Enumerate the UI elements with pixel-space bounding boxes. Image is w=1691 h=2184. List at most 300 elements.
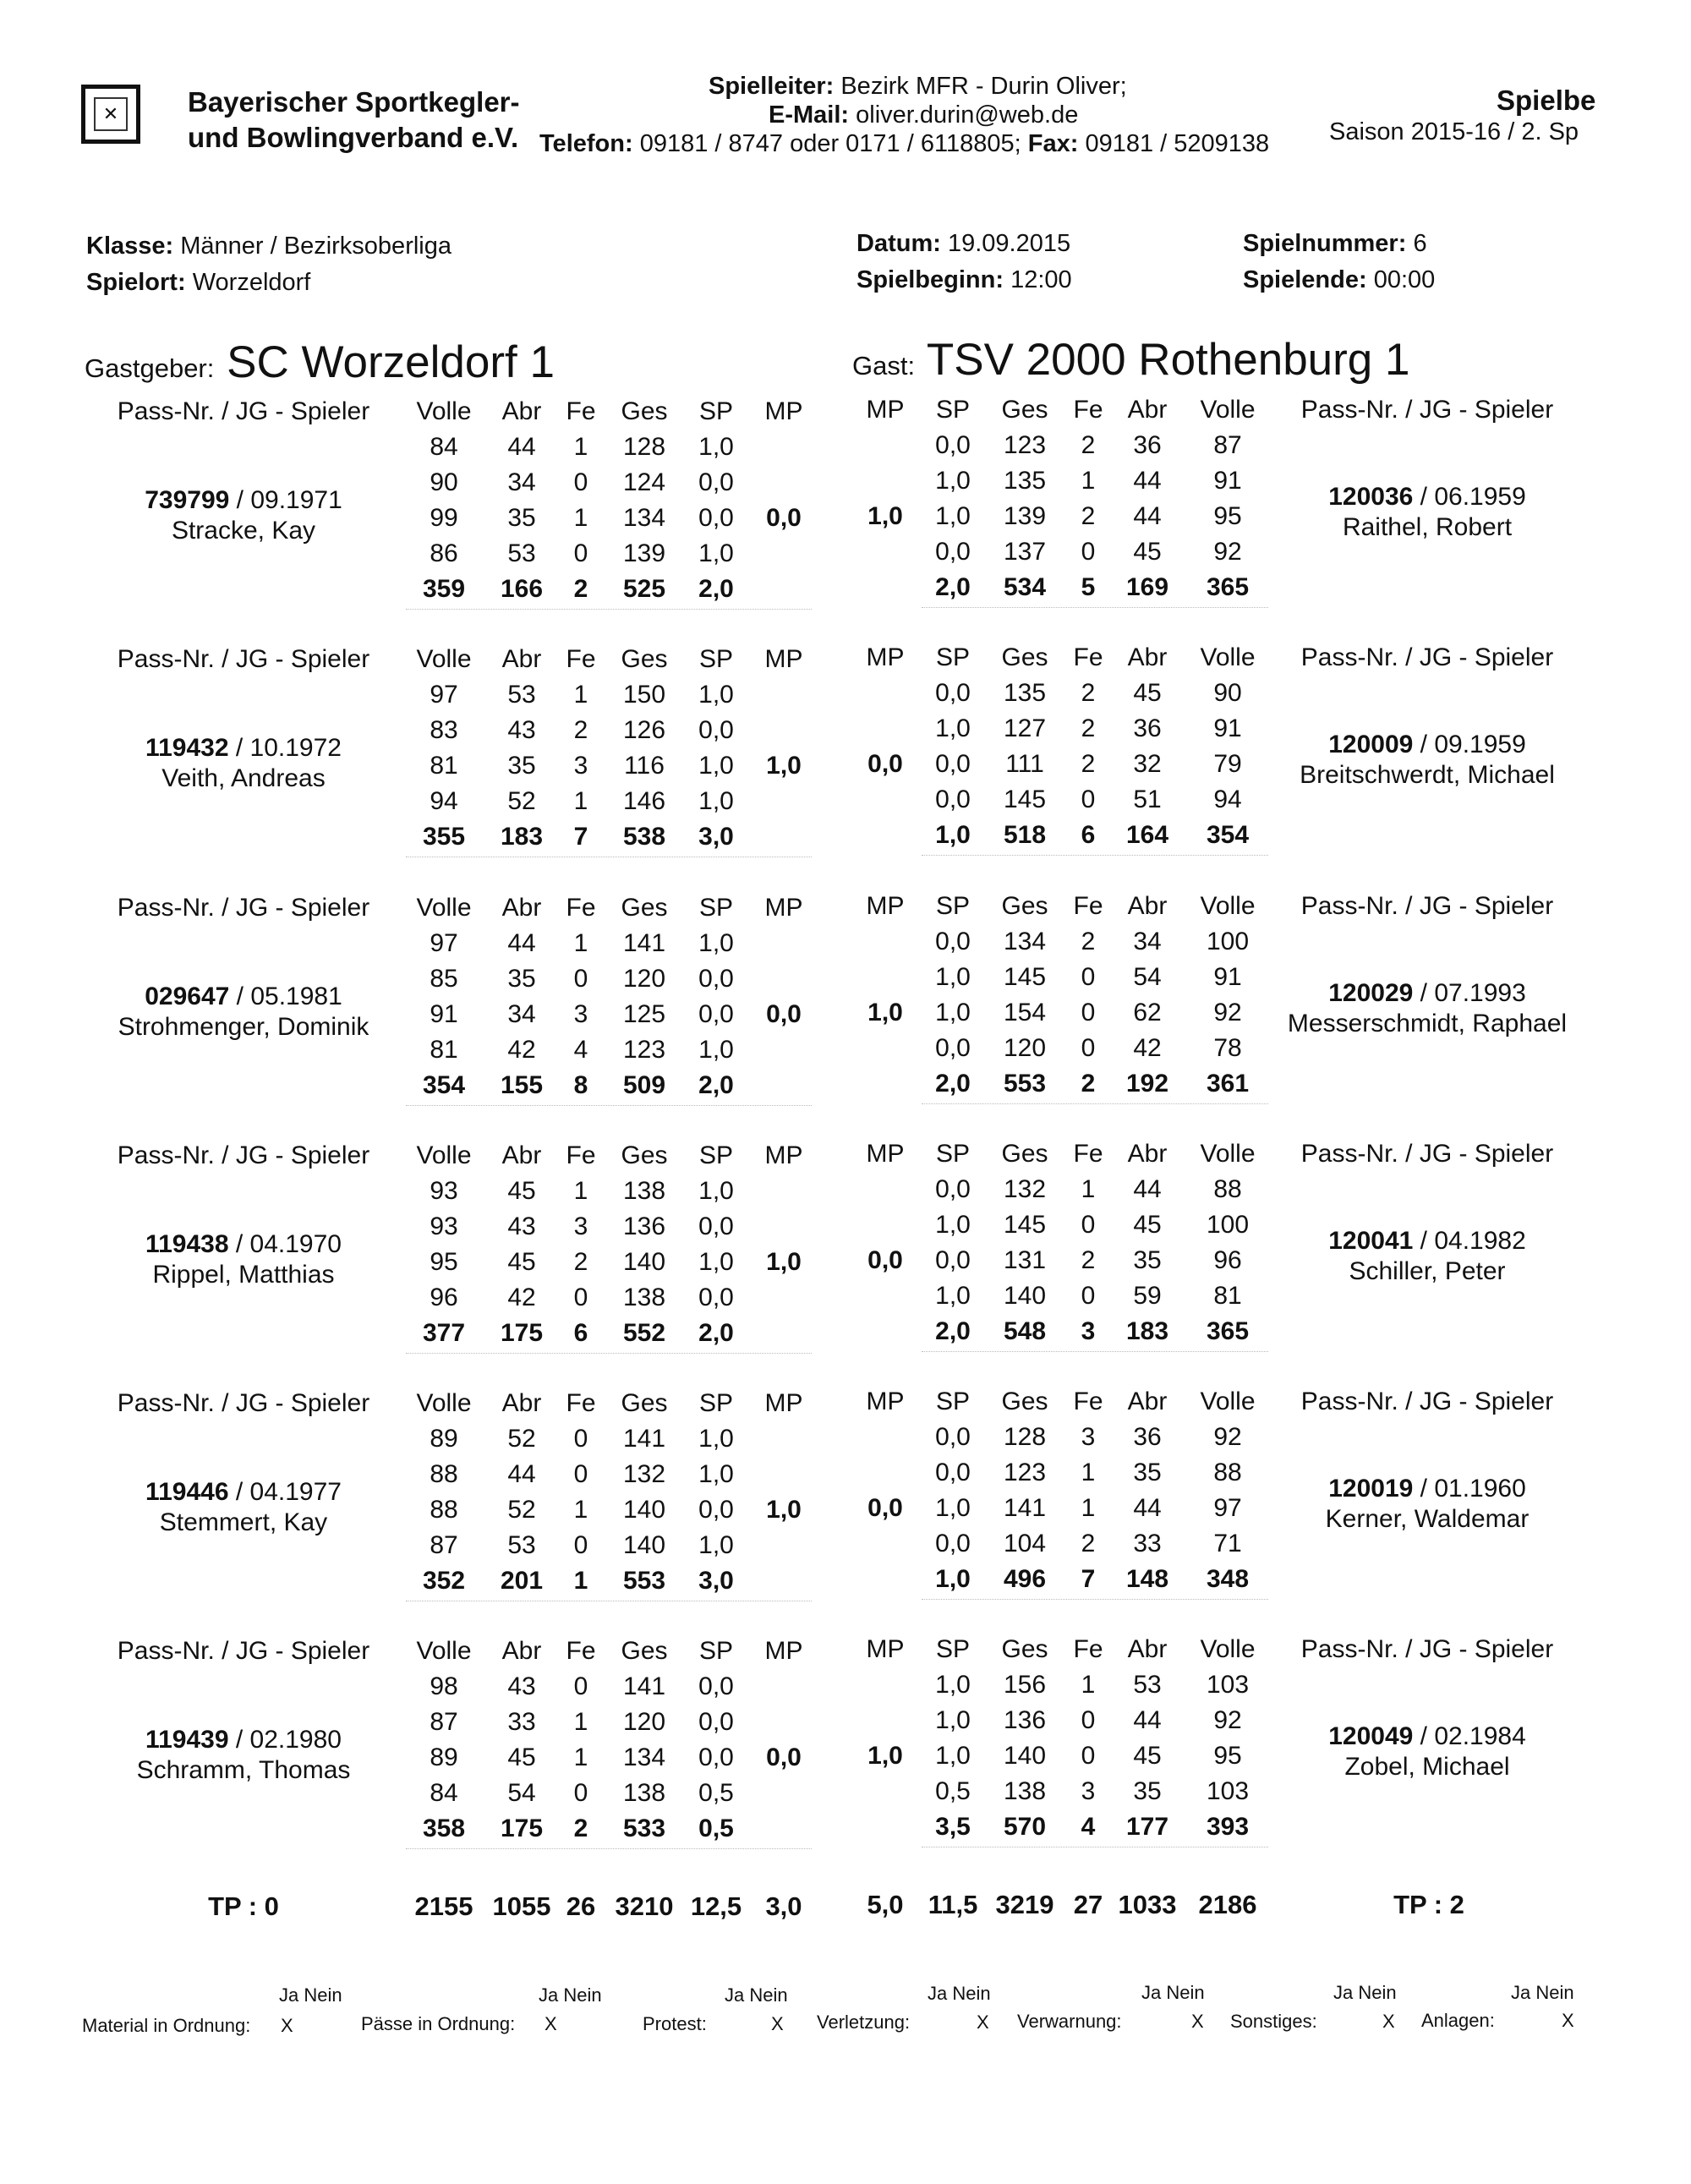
home-player	[66, 982, 421, 1043]
guest-cell: 139	[1003, 502, 1047, 530]
col-header-home-ges: Ges	[621, 1637, 668, 1665]
home-cell: 1,0	[698, 752, 734, 780]
col-header-guest-abr: Abr	[1127, 892, 1168, 920]
home-cell: 141	[622, 1672, 666, 1700]
col-header-home-player: Pass-Nr. / JG - Spieler	[117, 1637, 370, 1665]
guest-cell: 0,0	[935, 679, 971, 707]
guest-cell: 45	[1133, 1211, 1162, 1239]
email-line	[769, 101, 1078, 129]
col-header-home-volle: Volle	[416, 397, 472, 425]
guest-player	[1250, 730, 1605, 791]
home-cell: 138	[622, 1177, 666, 1205]
guest-cell: 79	[1213, 750, 1242, 778]
guest-cell: 97	[1213, 1494, 1242, 1522]
home-cell: 35	[507, 752, 536, 780]
guest-player-pass: 120036	[1328, 483, 1414, 511]
col-header-guest-fe: Fe	[1073, 643, 1103, 671]
guest-player	[1250, 1721, 1605, 1782]
guest-cell: 1	[1081, 1494, 1096, 1522]
host-prefix: Gastgeber:	[85, 353, 215, 383]
guest-cell: 88	[1213, 1459, 1242, 1486]
home-cell: 1,0	[698, 1460, 734, 1488]
footer-item-mark: X	[281, 2015, 293, 2036]
row-separator	[406, 1105, 812, 1106]
guest-total-cell: 148	[1125, 1565, 1169, 1593]
home-total-sum: 3,0	[765, 1891, 802, 1921]
home-cell: 52	[507, 1496, 536, 1524]
guest-total-sum: 27	[1073, 1890, 1103, 1919]
guest-total-cell: 518	[1003, 821, 1047, 849]
col-header-guest-volle: Volle	[1200, 643, 1256, 671]
home-cell: 141	[622, 929, 666, 957]
home-cell: 1,0	[698, 433, 734, 461]
guest-cell: 32	[1133, 750, 1162, 778]
home-cell: 2	[573, 716, 588, 744]
guest-cell: 1,0	[935, 999, 971, 1026]
home-cell: 0	[573, 539, 588, 567]
footer-item-mark: X	[1191, 2011, 1204, 2032]
col-header-home-player: Pass-Nr. / JG - Spieler	[117, 645, 370, 673]
guest-team	[852, 334, 1410, 386]
home-cell: 139	[622, 539, 666, 567]
home-cell: 138	[622, 1284, 666, 1311]
home-cell: 120	[622, 1708, 666, 1736]
col-header-home-player: Pass-Nr. / JG - Spieler	[117, 1141, 370, 1169]
col-header-guest-ges: Ges	[1001, 1140, 1048, 1168]
guest-cell: 0	[1081, 785, 1096, 813]
ja-nein-header: Ja Nein	[1511, 1982, 1574, 2003]
guest-tp: TP : 2	[1393, 1890, 1464, 1919]
spielort-label: Spielort:	[86, 269, 186, 296]
home-cell: 1,0	[698, 681, 734, 709]
guest-cell: 44	[1133, 467, 1162, 495]
guest-cell: 1	[1081, 1459, 1096, 1486]
guest-cell: 44	[1133, 502, 1162, 530]
spielbeginn-label: Spielbeginn:	[856, 266, 1004, 293]
col-header-home-mp: MP	[764, 397, 803, 425]
home-player-pass: 119432	[145, 734, 229, 762]
spielende-line	[1243, 266, 1435, 294]
col-header-home-fe: Fe	[566, 645, 596, 673]
home-cell: 90	[430, 468, 458, 496]
col-header-home-mp: MP	[764, 645, 803, 673]
col-header-home-mp: MP	[764, 1637, 803, 1665]
guest-total-cell: 164	[1125, 821, 1169, 849]
guest-cell: 1,0	[935, 1706, 971, 1734]
home-cell: 43	[507, 1672, 536, 1700]
guest-cell: 44	[1133, 1175, 1162, 1203]
home-player-jg: / 04.1977	[228, 1478, 342, 1506]
guest-cell: 36	[1133, 714, 1162, 742]
ja-nein-header: Ja Nein	[279, 1984, 342, 2006]
guest-cell: 92	[1213, 538, 1242, 566]
guest-cell: 1	[1081, 1671, 1096, 1699]
guest-cell: 35	[1133, 1777, 1162, 1805]
ja-nein-header: Ja Nein	[928, 1983, 991, 2004]
col-header-home-sp: SP	[698, 1141, 734, 1169]
col-header-home-fe: Fe	[566, 1141, 596, 1169]
guest-total-cell: 4	[1081, 1813, 1096, 1841]
guest-team-name: TSV 2000 Rothenburg 1	[926, 335, 1410, 385]
home-cell: 44	[507, 1460, 536, 1488]
footer-item-mark: X	[1382, 2011, 1395, 2032]
guest-mp: 0,0	[867, 750, 903, 778]
home-cell: 123	[622, 1036, 666, 1064]
guest-cell: 87	[1213, 431, 1242, 459]
home-cell: 81	[430, 1036, 458, 1064]
home-total-cell: 155	[500, 1071, 544, 1099]
guest-total-cell: 2	[1081, 1070, 1096, 1097]
guest-player-pass: 120009	[1328, 731, 1414, 758]
guest-cell: 100	[1206, 1211, 1250, 1239]
col-header-guest-mp: MP	[866, 396, 905, 424]
guest-total-cell: 534	[1003, 573, 1047, 601]
home-cell: 53	[507, 1531, 536, 1559]
home-cell: 1,0	[698, 1036, 734, 1064]
home-total-sum: 12,5	[690, 1891, 742, 1921]
guest-player-name: Raithel, Robert	[1342, 513, 1513, 541]
col-header-home-mp: MP	[764, 894, 803, 922]
col-header-guest-ges: Ges	[1001, 1388, 1048, 1415]
telefon-label: Telefon:	[539, 130, 633, 157]
col-header-home-volle: Volle	[416, 1141, 472, 1169]
home-cell: 0,0	[698, 965, 734, 993]
datum-value: 19.09.2015	[947, 230, 1071, 257]
home-cell: 136	[622, 1212, 666, 1240]
home-cell: 96	[430, 1284, 458, 1311]
col-header-home-fe: Fe	[566, 894, 596, 922]
ja-nein-header: Ja Nein	[725, 1984, 788, 2006]
home-cell: 43	[507, 1212, 536, 1240]
footer-item-mark: X	[1562, 2010, 1574, 2031]
home-cell: 3	[573, 1000, 588, 1028]
email-label: E-Mail:	[769, 101, 850, 129]
home-cell: 150	[622, 681, 666, 709]
home-cell: 3	[573, 1212, 588, 1240]
guest-player-pass-line	[1250, 482, 1605, 512]
guest-total-sum: 11,5	[928, 1890, 978, 1919]
col-header-guest-player: Pass-Nr. / JG - Spieler	[1300, 396, 1554, 424]
home-cell: 99	[430, 504, 458, 532]
col-header-home-fe: Fe	[566, 397, 596, 425]
home-total-cell: 533	[622, 1815, 666, 1842]
row-separator	[922, 1103, 1268, 1104]
col-header-guest-ges: Ges	[1001, 396, 1048, 424]
footer-item-mark: X	[545, 2013, 557, 2034]
col-header-guest-player: Pass-Nr. / JG - Spieler	[1300, 892, 1554, 920]
col-header-guest-fe: Fe	[1073, 1140, 1103, 1168]
col-header-guest-mp: MP	[866, 892, 905, 920]
home-cell: 0	[573, 1284, 588, 1311]
home-cell: 1,0	[698, 1248, 734, 1276]
guest-cell: 1,0	[935, 1742, 971, 1770]
home-total-cell: 359	[422, 575, 466, 603]
guest-player-pass: 120029	[1328, 979, 1414, 1007]
guest-player	[1250, 1474, 1605, 1535]
col-header-guest-abr: Abr	[1127, 1140, 1168, 1168]
guest-cell: 35	[1133, 1246, 1162, 1274]
guest-cell: 92	[1213, 1423, 1242, 1451]
guest-cell: 1	[1081, 467, 1096, 495]
guest-player	[1250, 1226, 1605, 1287]
guest-player-pass-line	[1250, 1226, 1605, 1256]
home-cell: 132	[622, 1460, 666, 1488]
guest-player-pass: 120041	[1328, 1227, 1414, 1255]
datum-label: Datum:	[856, 230, 941, 257]
home-cell: 45	[507, 1177, 536, 1205]
home-cell: 89	[430, 1743, 458, 1771]
guest-cell: 81	[1213, 1282, 1242, 1310]
home-cell: 97	[430, 929, 458, 957]
col-header-home-abr: Abr	[501, 894, 542, 922]
home-total-cell: 2	[573, 1815, 588, 1842]
home-cell: 0,0	[698, 1708, 734, 1736]
col-header-guest-sp: SP	[935, 396, 971, 424]
home-cell: 0,0	[698, 1743, 734, 1771]
host-team	[85, 337, 555, 388]
home-player	[66, 485, 421, 546]
guest-player-jg: / 07.1993	[1413, 979, 1526, 1007]
home-total-cell: 354	[422, 1071, 466, 1099]
guest-total-cell: 548	[1003, 1317, 1047, 1345]
home-cell: 85	[430, 965, 458, 993]
home-cell: 84	[430, 1779, 458, 1807]
home-total-sum: 3210	[615, 1891, 674, 1921]
footer-item-mark: X	[977, 2012, 989, 2033]
home-total-cell: 2,0	[698, 1319, 734, 1347]
guest-cell: 154	[1003, 999, 1047, 1026]
home-cell: 0,0	[698, 468, 734, 496]
guest-player-jg: / 06.1959	[1413, 483, 1526, 511]
home-cell: 116	[624, 752, 665, 780]
guest-total-cell: 496	[1003, 1565, 1047, 1593]
home-cell: 88	[430, 1460, 458, 1488]
guest-cell: 137	[1003, 538, 1047, 566]
col-header-home-volle: Volle	[416, 1637, 472, 1665]
datum-line	[856, 230, 1070, 258]
home-cell: 128	[622, 433, 666, 461]
guest-mp: 1,0	[867, 502, 903, 530]
home-player-pass: 119438	[145, 1230, 229, 1258]
col-header-home-sp: SP	[698, 894, 734, 922]
home-cell: 1	[573, 433, 588, 461]
footer-item-label: Pässe in Ordnung:	[361, 2013, 516, 2034]
guest-total-cell: 6	[1081, 821, 1096, 849]
row-separator	[406, 1848, 812, 1849]
home-total-cell: 8	[573, 1071, 588, 1099]
guest-cell: 0,0	[935, 785, 971, 813]
home-cell: 0	[573, 1531, 588, 1559]
guest-player-name: Zobel, Michael	[1344, 1753, 1510, 1781]
home-total-cell: 553	[622, 1567, 666, 1595]
federation-logo	[81, 85, 140, 144]
home-cell: 120	[622, 965, 666, 993]
col-header-home-ges: Ges	[621, 894, 668, 922]
guest-mp: 0,0	[867, 1246, 903, 1274]
col-header-guest-volle: Volle	[1200, 892, 1256, 920]
home-cell: 83	[430, 716, 458, 744]
guest-cell: 2	[1081, 679, 1096, 707]
home-total-cell: 3,0	[698, 823, 734, 851]
home-cell: 97	[430, 681, 458, 709]
guest-cell: 1,0	[935, 502, 971, 530]
guest-cell: 134	[1003, 928, 1047, 955]
home-cell: 1	[573, 1177, 588, 1205]
guest-player-jg: / 04.1982	[1413, 1227, 1526, 1255]
home-cell: 140	[622, 1496, 666, 1524]
guest-player-name: Schiller, Peter	[1349, 1257, 1506, 1285]
spielbeginn-line	[856, 266, 1072, 294]
guest-cell: 0	[1081, 1211, 1096, 1239]
guest-total-cell: 5	[1081, 573, 1096, 601]
home-cell: 0,0	[698, 1000, 734, 1028]
guest-total-sum: 3219	[995, 1890, 1054, 1919]
contact-line	[539, 130, 1269, 158]
col-header-guest-player: Pass-Nr. / JG - Spieler	[1300, 1140, 1554, 1168]
fax-value: 09181 / 5209138	[1085, 130, 1270, 157]
guest-total-cell: 553	[1003, 1070, 1047, 1097]
home-cell: 0	[573, 965, 588, 993]
home-cell: 0	[573, 1425, 588, 1453]
home-cell: 42	[507, 1284, 536, 1311]
guest-total-cell: 361	[1206, 1070, 1250, 1097]
home-cell: 1	[573, 504, 588, 532]
guest-cell: 103	[1206, 1777, 1250, 1805]
home-total-cell: 525	[622, 575, 666, 603]
guest-cell: 36	[1133, 431, 1162, 459]
col-header-guest-mp: MP	[866, 1140, 905, 1168]
guest-player-jg: / 09.1959	[1413, 731, 1526, 758]
home-cell: 138	[622, 1779, 666, 1807]
home-cell: 140	[622, 1248, 666, 1276]
col-header-guest-sp: SP	[935, 1635, 971, 1663]
ja-nein-header: Ja Nein	[539, 1984, 602, 2006]
home-cell: 0,0	[698, 1212, 734, 1240]
guest-cell: 94	[1213, 785, 1242, 813]
home-cell: 35	[507, 965, 536, 993]
home-cell: 44	[507, 929, 536, 957]
home-player	[66, 1725, 421, 1786]
home-player-jg: / 09.1971	[229, 486, 342, 514]
col-header-home-volle: Volle	[416, 1389, 472, 1417]
guest-player-jg: / 01.1960	[1413, 1475, 1526, 1503]
col-header-home-sp: SP	[698, 645, 734, 673]
home-cell: 43	[507, 716, 536, 744]
col-header-home-sp: SP	[698, 1637, 734, 1665]
home-cell: 34	[507, 1000, 536, 1028]
col-header-guest-volle: Volle	[1200, 1635, 1256, 1663]
home-cell: 0,0	[698, 504, 734, 532]
home-cell: 44	[507, 433, 536, 461]
guest-total-cell: 2,0	[935, 1317, 971, 1345]
guest-cell: 45	[1133, 679, 1162, 707]
col-header-guest-fe: Fe	[1073, 1388, 1103, 1415]
document-title: Spielbe	[1497, 85, 1596, 116]
guest-cell: 141	[1003, 1494, 1047, 1522]
email-value[interactable]: oliver.durin@web.de	[856, 101, 1079, 129]
saison-label: Saison 2015-16 / 2. Sp	[1329, 118, 1579, 145]
home-cell: 0,0	[698, 1672, 734, 1700]
guest-cell: 0,0	[935, 538, 971, 566]
guest-cell: 2	[1081, 431, 1096, 459]
col-header-guest-player: Pass-Nr. / JG - Spieler	[1300, 1635, 1554, 1663]
home-cell: 45	[507, 1248, 536, 1276]
home-player-pass: 119446	[145, 1478, 229, 1506]
guest-prefix: Gast:	[852, 351, 916, 380]
guest-cell: 111	[1005, 750, 1044, 778]
col-header-home-ges: Ges	[621, 1141, 668, 1169]
home-total-cell: 509	[622, 1071, 666, 1099]
guest-cell: 1,0	[935, 714, 971, 742]
guest-total-cell: 169	[1125, 573, 1169, 601]
spielnummer-value: 6	[1413, 230, 1427, 257]
footer-item-label: Material in Ordnung:	[82, 2015, 251, 2036]
col-header-guest-fe: Fe	[1073, 1635, 1103, 1663]
guest-cell: 1,0	[935, 1211, 971, 1239]
guest-total-cell: 348	[1206, 1565, 1250, 1593]
guest-cell: 145	[1003, 963, 1047, 991]
guest-cell: 36	[1133, 1423, 1162, 1451]
guest-total-cell: 3,5	[935, 1813, 971, 1841]
guest-cell: 1,0	[935, 1282, 971, 1310]
guest-cell: 45	[1133, 1742, 1162, 1770]
guest-cell: 135	[1003, 467, 1047, 495]
col-header-guest-mp: MP	[866, 1635, 905, 1663]
home-cell: 84	[430, 433, 458, 461]
guest-player-pass-line	[1250, 1721, 1605, 1752]
klasse-line	[86, 233, 451, 260]
home-cell: 2	[573, 1248, 588, 1276]
col-header-home-player: Pass-Nr. / JG - Spieler	[117, 894, 370, 922]
home-total-cell: 1	[573, 1567, 588, 1595]
home-cell: 0,5	[698, 1779, 734, 1807]
home-cell: 87	[430, 1531, 458, 1559]
row-separator	[922, 1599, 1268, 1600]
guest-cell: 132	[1003, 1175, 1047, 1203]
col-header-home-abr: Abr	[501, 1389, 542, 1417]
col-header-guest-abr: Abr	[1127, 643, 1168, 671]
home-player-pass-line	[66, 1725, 421, 1755]
home-total-cell: 6	[573, 1319, 588, 1347]
home-total-cell: 352	[422, 1567, 466, 1595]
guest-cell: 91	[1213, 714, 1242, 742]
guest-cell: 131	[1003, 1246, 1047, 1274]
guest-mp: 1,0	[867, 999, 903, 1026]
guest-cell: 128	[1003, 1423, 1047, 1451]
guest-player-name: Kerner, Waldemar	[1325, 1505, 1530, 1533]
col-header-guest-player: Pass-Nr. / JG - Spieler	[1300, 643, 1554, 671]
guest-cell: 33	[1133, 1530, 1162, 1557]
home-mp: 0,0	[766, 504, 802, 532]
home-player-jg: / 10.1972	[228, 734, 342, 762]
home-cell: 88	[430, 1496, 458, 1524]
home-player-jg: / 04.1970	[228, 1230, 342, 1258]
guest-total-cell: 1,0	[935, 1565, 971, 1593]
home-player-jg: / 02.1980	[228, 1726, 342, 1754]
spielort-value: Worzeldorf	[192, 269, 311, 296]
guest-cell: 140	[1003, 1742, 1047, 1770]
guest-cell: 138	[1003, 1777, 1047, 1805]
guest-player-name: Messerschmidt, Raphael	[1287, 1010, 1568, 1037]
guest-cell: 0,0	[935, 1175, 971, 1203]
home-total-cell: 175	[500, 1319, 544, 1347]
col-header-guest-mp: MP	[866, 1388, 905, 1415]
guest-total-sum: 1033	[1118, 1890, 1177, 1919]
home-player-pass-line	[66, 485, 421, 516]
home-total-cell: 538	[622, 823, 666, 851]
home-player-name: Rippel, Matthias	[152, 1261, 335, 1289]
home-total-cell: 2,0	[698, 1071, 734, 1099]
